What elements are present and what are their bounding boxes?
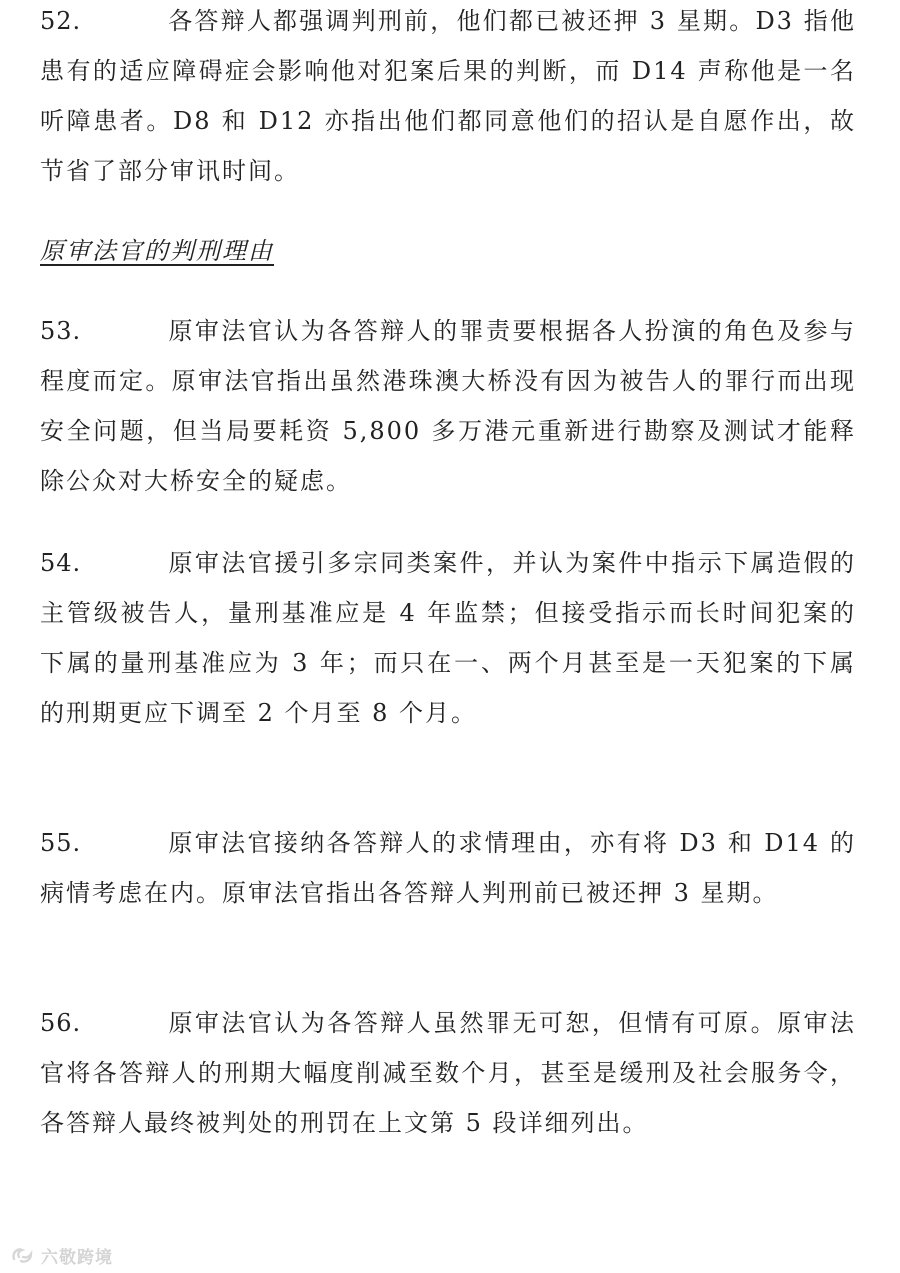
paragraph-55 (40, 818, 856, 918)
paragraph-number: 54. (40, 549, 82, 577)
paragraph-54 (40, 538, 856, 738)
watermark-text: 六敬跨境 (41, 1247, 113, 1268)
document-page (40, 0, 856, 1273)
paragraph-number: 55. (40, 829, 82, 857)
paragraph-53 (40, 306, 856, 506)
paragraph-text: 原审法官接纳各答辩人的求情理由，亦有将 D3 和 D14 的病情考虑在内。原审法官指出各答辩人判刑前已被还押 3 星期。 (40, 829, 856, 907)
paragraph-56 (40, 998, 856, 1148)
paragraph-text: 各答辩人都强调判刑前，他们都已被还押 3 星期。D3 指他患有的适应障碍症会影响他对犯案后果的判断，而 D14 声称他是一名听障患者。D8 和 D12 亦指出他们都同意他们的招认是自愿作出，故节省了部分审讯时间。 (40, 7, 856, 185)
watermark (10, 1240, 113, 1270)
paragraph-text: 原审法官认为各答辩人虽然罪无可恕，但情有可原。原审法官将各答辩人的刑期大幅度削减至数个月，甚至是缓刑及社会服务令，各答辩人最终被判处的刑罚在上文第 5 段详细列出。 (40, 1009, 856, 1137)
paragraph-number: 53. (40, 317, 82, 345)
paragraph-number: 52. (40, 7, 82, 35)
paragraph-52 (40, 0, 856, 196)
section-heading: 原审法官的判刑理由 (40, 237, 274, 265)
paragraph-number: 56. (40, 1009, 82, 1037)
paragraph-text: 原审法官援引多宗同类案件，并认为案件中指示下属造假的主管级被告人，量刑基准应是 4 年监禁；但接受指示而长时间犯案的下属的量刑基准应为 3 年；而只在一、两个月甚至是一天犯案的下属的刑期更应下调至 2 个月至 8 个月。 (40, 549, 856, 727)
logo-swirl-icon (10, 1244, 36, 1266)
paragraph-text: 原审法官认为各答辩人的罪责要根据各人扮演的角色及参与程度而定。原审法官指出虽然港珠澳大桥没有因为被告人的罪行而出现安全问题，但当局要耗资 5,800 多万港元重新进行勘察及测试才能释除公众对大桥安全的疑虑。 (40, 317, 856, 495)
